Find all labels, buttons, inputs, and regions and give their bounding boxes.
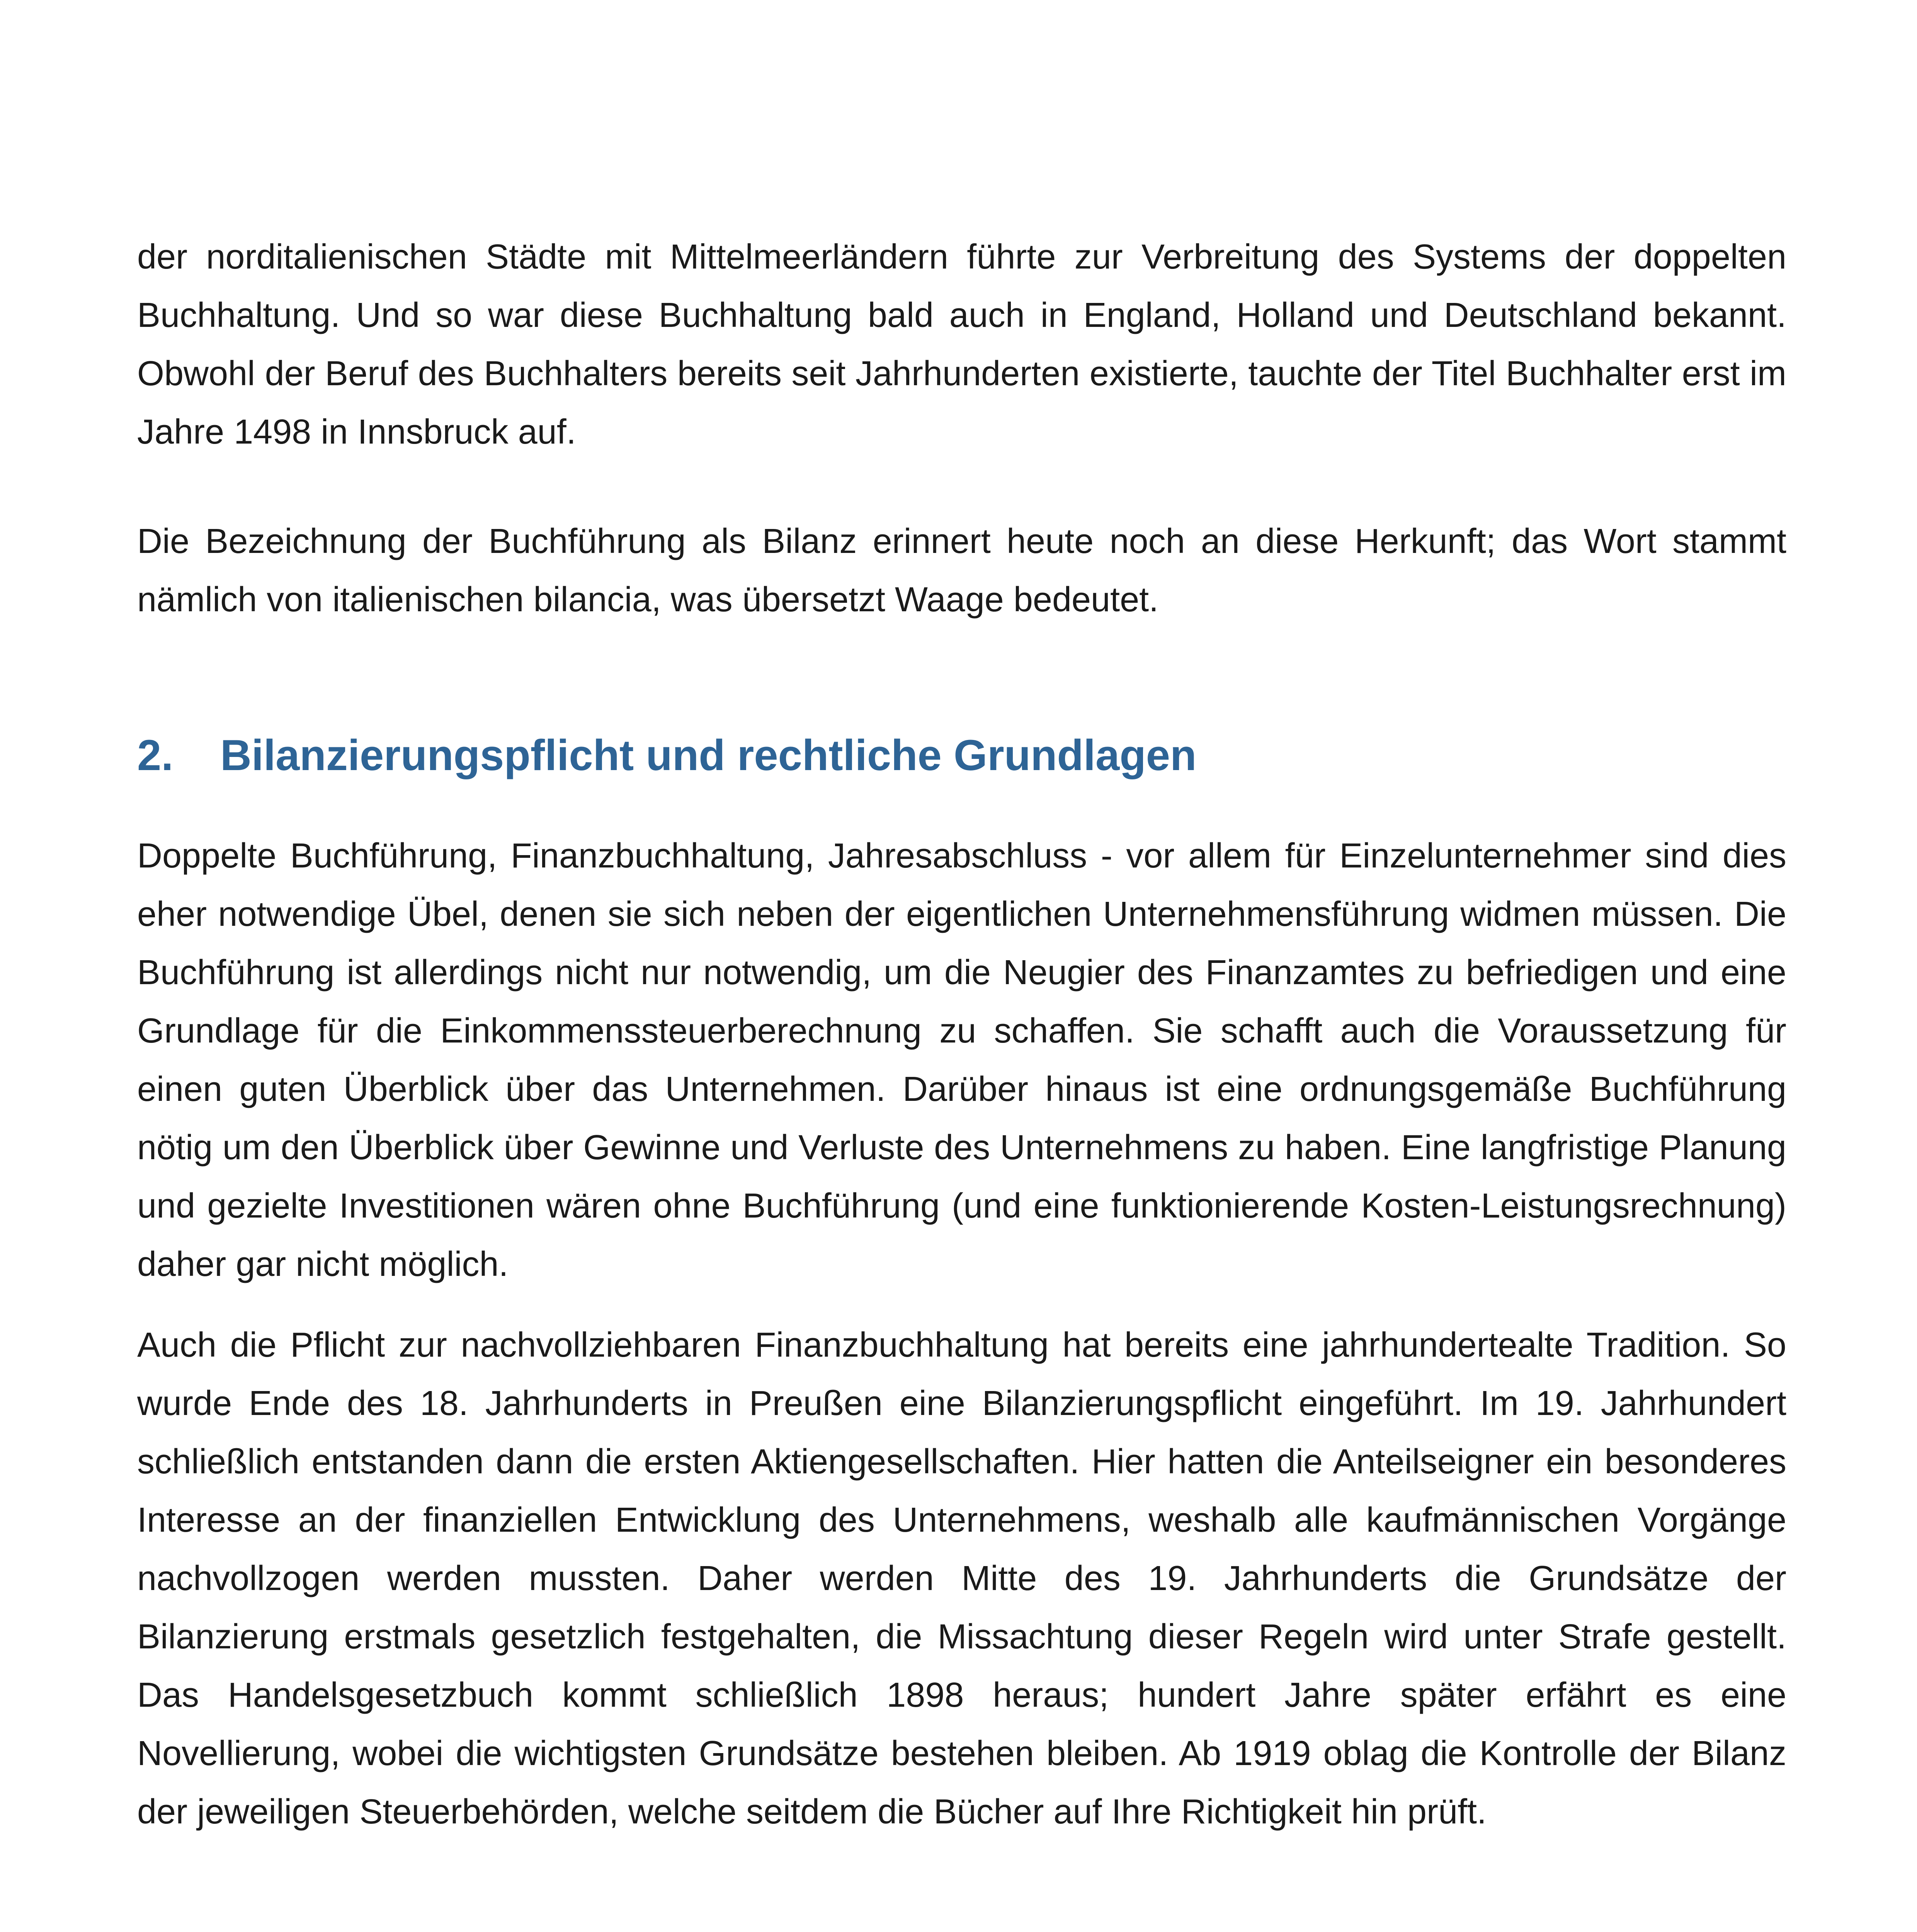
section-2-paragraph-1: Doppelte Buchführung, Finanzbuchhaltung, Jahresabschluss - vor allem für Einzelunternehmer sind dies eher notwendige Übel, denen sie sich neben der eigentlichen Unternehmensführung widmen müssen. Die Buchführung ist allerdings nicht nur notwendig, um die Neugier des Finanzamtes zu befriedigen und eine Grundlage für die Einkommenssteuerberechnung zu schaffen. Sie schafft auch die Voraussetzung für einen guten Überblick über das Unternehmen. Darüber hinaus ist eine ordnungsgemäße Buchführung nötig um den Überblick über Gewinne und Verluste des Unternehmens zu haben. Eine langfristige Planung und gezielte Investitionen wären ohne Buchführung (und eine funktionierende Kosten-Leistungsrechnung) daher gar nicht möglich. <box>137 837 1786 1284</box>
section-2-number: 2. <box>137 731 173 779</box>
intro-paragraph-1: der norditalienischen Städte mit Mittelmeerländern führte zur Verbreitung des Systems der doppelten Buchhaltung. Und so war diese Buchhaltung bald auch in England, Holland und Deutschland bekannt. Obwohl der Beruf des Buchhalters bereits seit Jahrhunderten existierte, tauchte der Titel Buchhalter erst im Jahre 1498 in Innsbruck auf. <box>137 238 1786 451</box>
section-2-paragraph-2: Auch die Pflicht zur nachvollziehbaren Finanzbuchhaltung hat bereits eine jahrhundertealte Tradition. So wurde Ende des 18. Jahrhunderts in Preußen eine Bilanzierungspflicht eingeführt. Im 19. Jahrhundert schließlich entstanden dann die ersten Aktiengesellschaften. Hier hatten die Anteilseigner ein besonderes Interesse an der finanziellen Entwicklung des Unternehmens, weshalb alle kaufmännischen Vorgänge nachvollzogen werden mussten. Daher werden Mitte des 19. Jahrhunderts die Grundsätze der Bilanzierung erstmals gesetzlich festgehalten, die Missachtung dieser Regeln wird unter Strafe gestellt. Das Handelsgesetzbuch kommt schließlich 1898 heraus; hundert Jahre später erfährt es eine Novellierung, wobei die wichtigsten Grundsätze bestehen bleiben. Ab 1919 oblag die Kontrolle der Bilanz der jeweiligen Steuerbehörden, welche seitdem die Bücher auf Ihre Richtigkeit hin prüft. <box>137 1326 1786 1831</box>
page-content <box>137 228 1786 1932</box>
section-2-title: Bilanzierungspflicht und rechtliche Grundlagen <box>220 731 1197 779</box>
intro-paragraph-2: Die Bezeichnung der Buchführung als Bilanz erinnert heute noch an diese Herkunft; das Wort stammt nämlich von italienischen bilancia, was übersetzt Waage bedeutet. <box>137 522 1786 619</box>
section-2-heading <box>137 726 1786 784</box>
